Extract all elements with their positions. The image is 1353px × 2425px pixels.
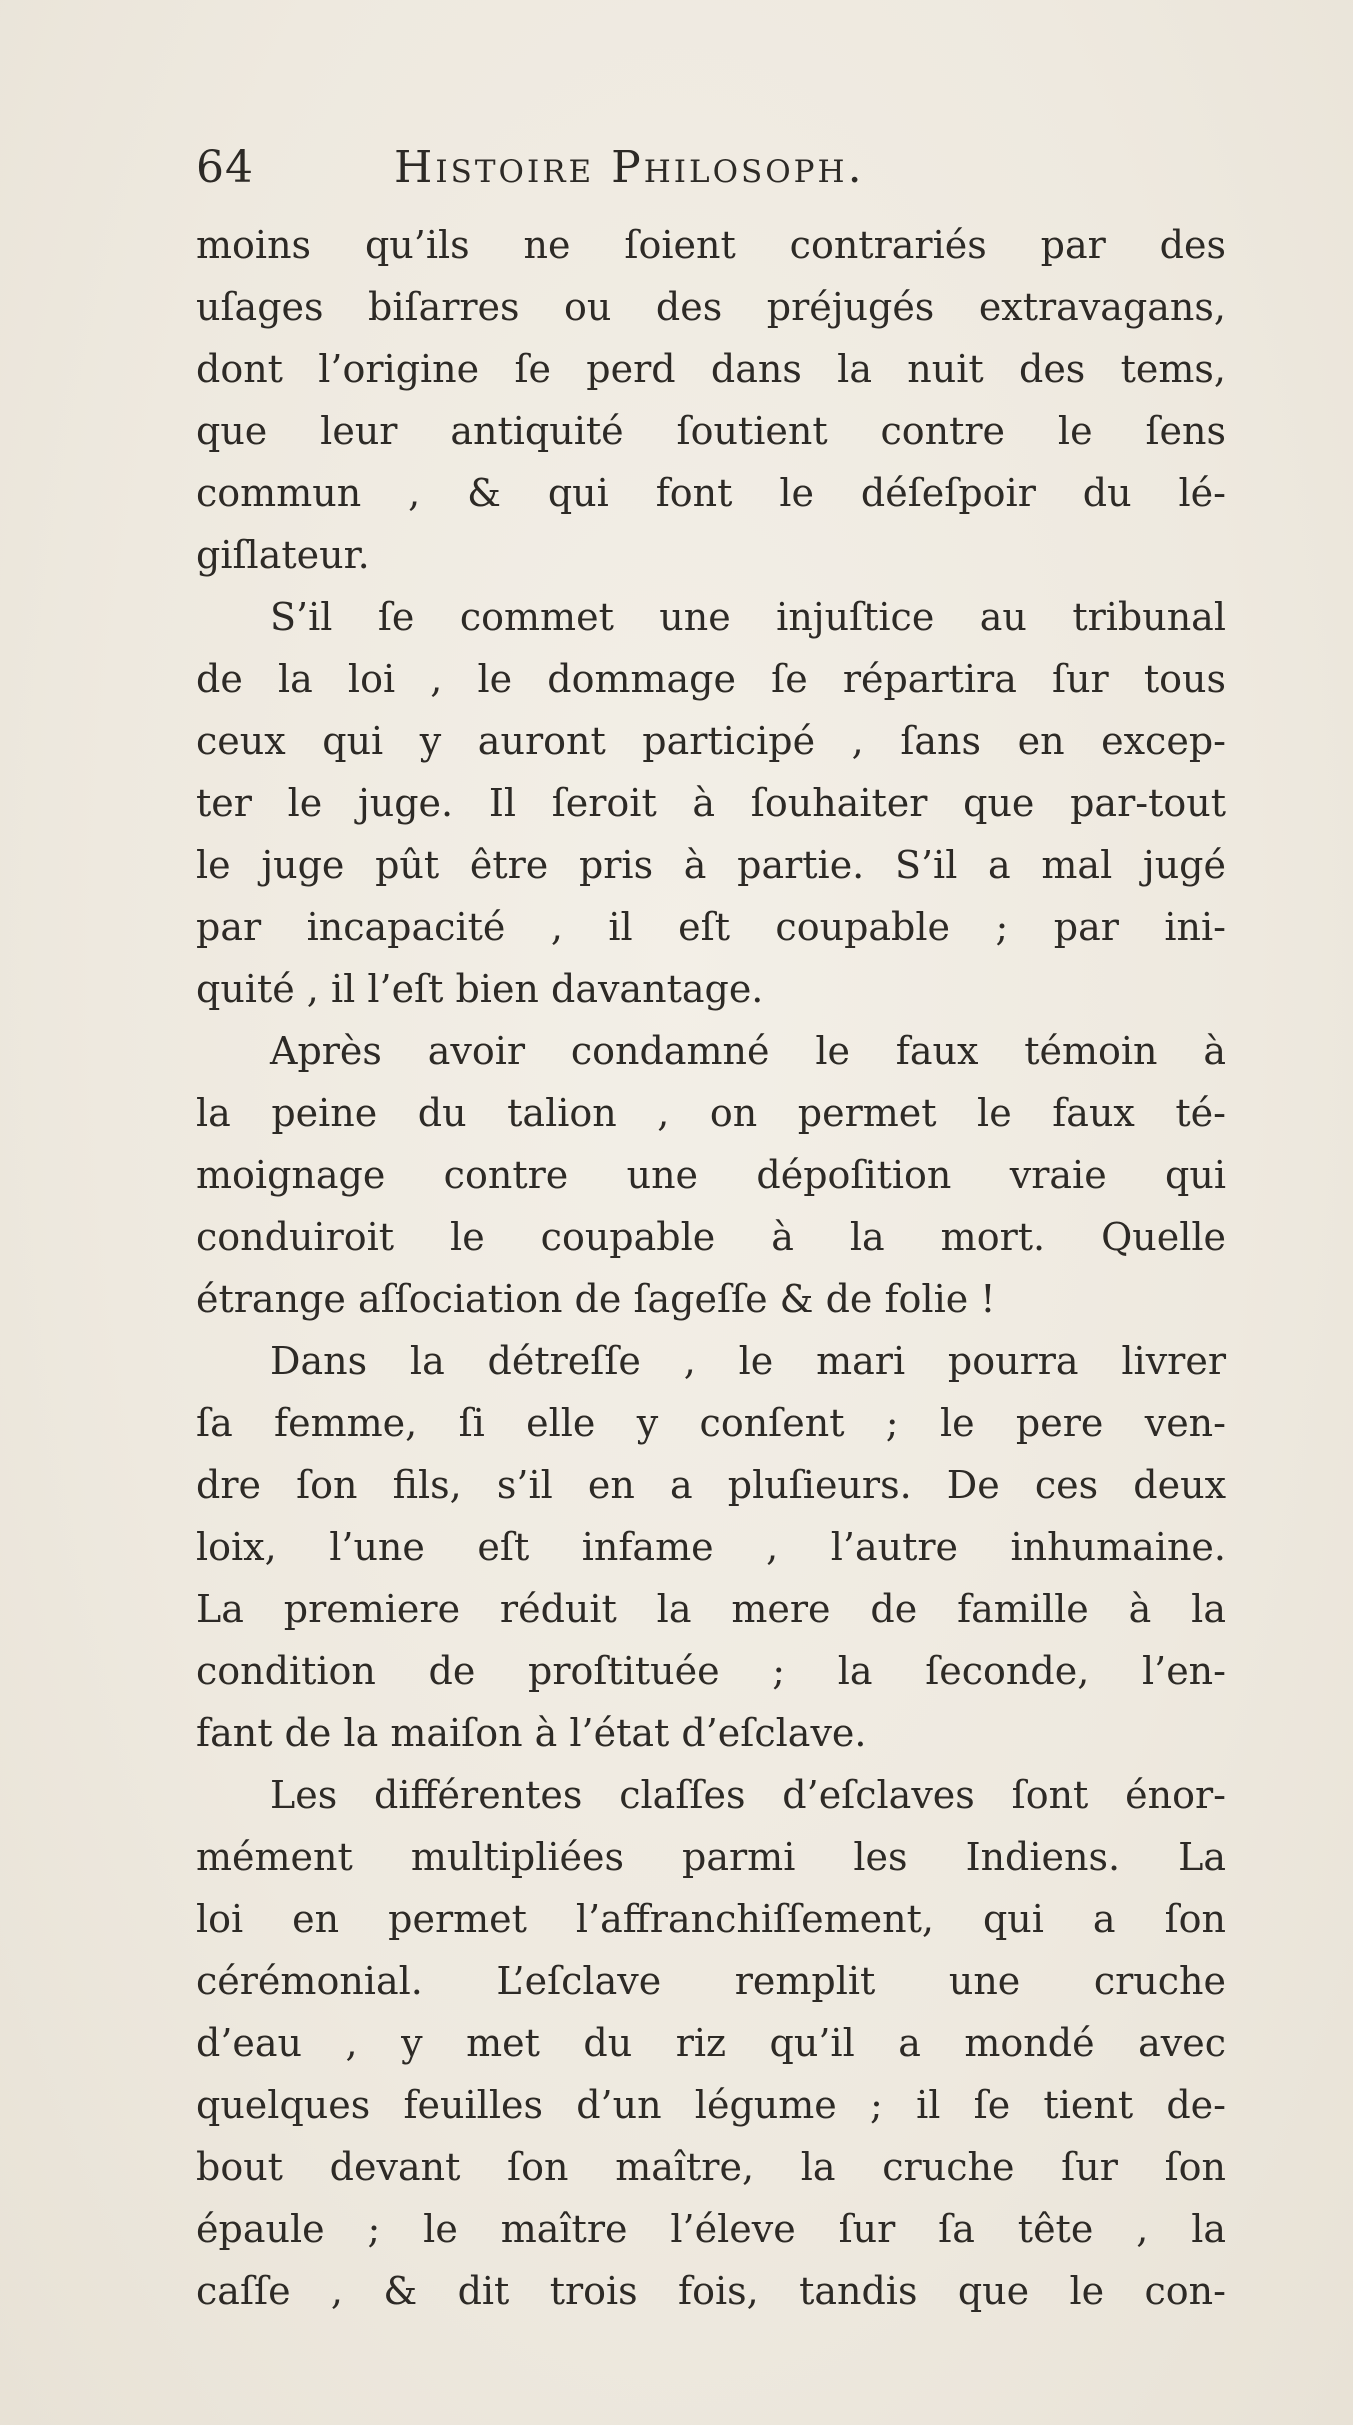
text-line: La premiere réduit la mere de famille à la [196, 1587, 1226, 1631]
text-line: dre ſon fils, s’il en a pluſieurs. De ces deux [196, 1463, 1226, 1507]
text-line: que leur antiquité ſoutient contre le ſens [196, 409, 1226, 453]
text-line: épaule ; le maître l’éleve ſur ſa tête , la [196, 2207, 1226, 2251]
text-line: mément multipliées parmi les Indiens. La [196, 1835, 1226, 1879]
text-line: moins qu’ils ne ſoient contrariés par des [196, 223, 1226, 267]
running-title: Histoire Philosoph. [394, 142, 865, 193]
text-line: ter le juge. Il ſeroit à ſouhaiter que par-tout [196, 781, 1226, 825]
text-line: le juge pût être pris à partie. S’il a mal jugé [196, 843, 1226, 887]
page-header [196, 142, 1156, 212]
text-line: giſlateur. [196, 533, 370, 577]
text-line: bout devant ſon maître, la cruche ſur ſon [196, 2145, 1226, 2189]
text-line: ceux qui y auront participé , ſans en excep- [196, 719, 1226, 763]
page-number: 64 [196, 142, 254, 193]
text-line: uſages biſarres ou des préjugés extravagans, [196, 285, 1226, 329]
text-line: commun , & qui font le déſeſpoir du lé- [196, 471, 1226, 515]
text-line: Dans la détreſſe , le mari pourra livrer [270, 1339, 1226, 1383]
text-line: quelques feuilles d’un légume ; il ſe tient de- [196, 2083, 1226, 2127]
text-line: cérémonial. L’eſclave remplit une cruche [196, 1959, 1226, 2003]
text-line: quité , il l’eſt bien davantage. [196, 967, 764, 1011]
text-line: la peine du talion , on permet le faux té- [196, 1091, 1226, 1135]
text-line: d’eau , y met du riz qu’il a mondé avec [196, 2021, 1226, 2065]
text-line: caſſe , & dit trois fois, tandis que le con- [196, 2269, 1226, 2313]
text-line: de la loi , le dommage ſe répartira ſur tous [196, 657, 1226, 701]
text-line: S’il ſe commet une injuſtice au tribunal [270, 595, 1226, 639]
text-line: loi en permet l’affranchiſſement, qui a ſon [196, 1897, 1226, 1941]
text-line: par incapacité , il eſt coupable ; par ini- [196, 905, 1226, 949]
text-line: conduiroit le coupable à la mort. Quelle [196, 1215, 1226, 1259]
text-line: Les différentes claſſes d’eſclaves ſont énor- [270, 1773, 1226, 1817]
text-line: condition de proſtituée ; la ſeconde, l’en- [196, 1649, 1226, 1693]
text-line: dont l’origine ſe perd dans la nuit des tems, [196, 347, 1226, 391]
text-line: fant de la maiſon à l’état d’eſclave. [196, 1711, 867, 1755]
text-line: étrange aſſociation de ſageſſe & de folie ! [196, 1277, 996, 1321]
body-text [196, 214, 1226, 2322]
text-line: moignage contre une dépoſition vraie qui [196, 1153, 1226, 1197]
text-line: loix, l’une eſt infame , l’autre inhumaine. [196, 1525, 1226, 1569]
text-line: Après avoir condamné le faux témoin à [270, 1029, 1226, 1073]
text-line: ſa femme, ſi elle y conſent ; le pere ven- [196, 1401, 1226, 1445]
